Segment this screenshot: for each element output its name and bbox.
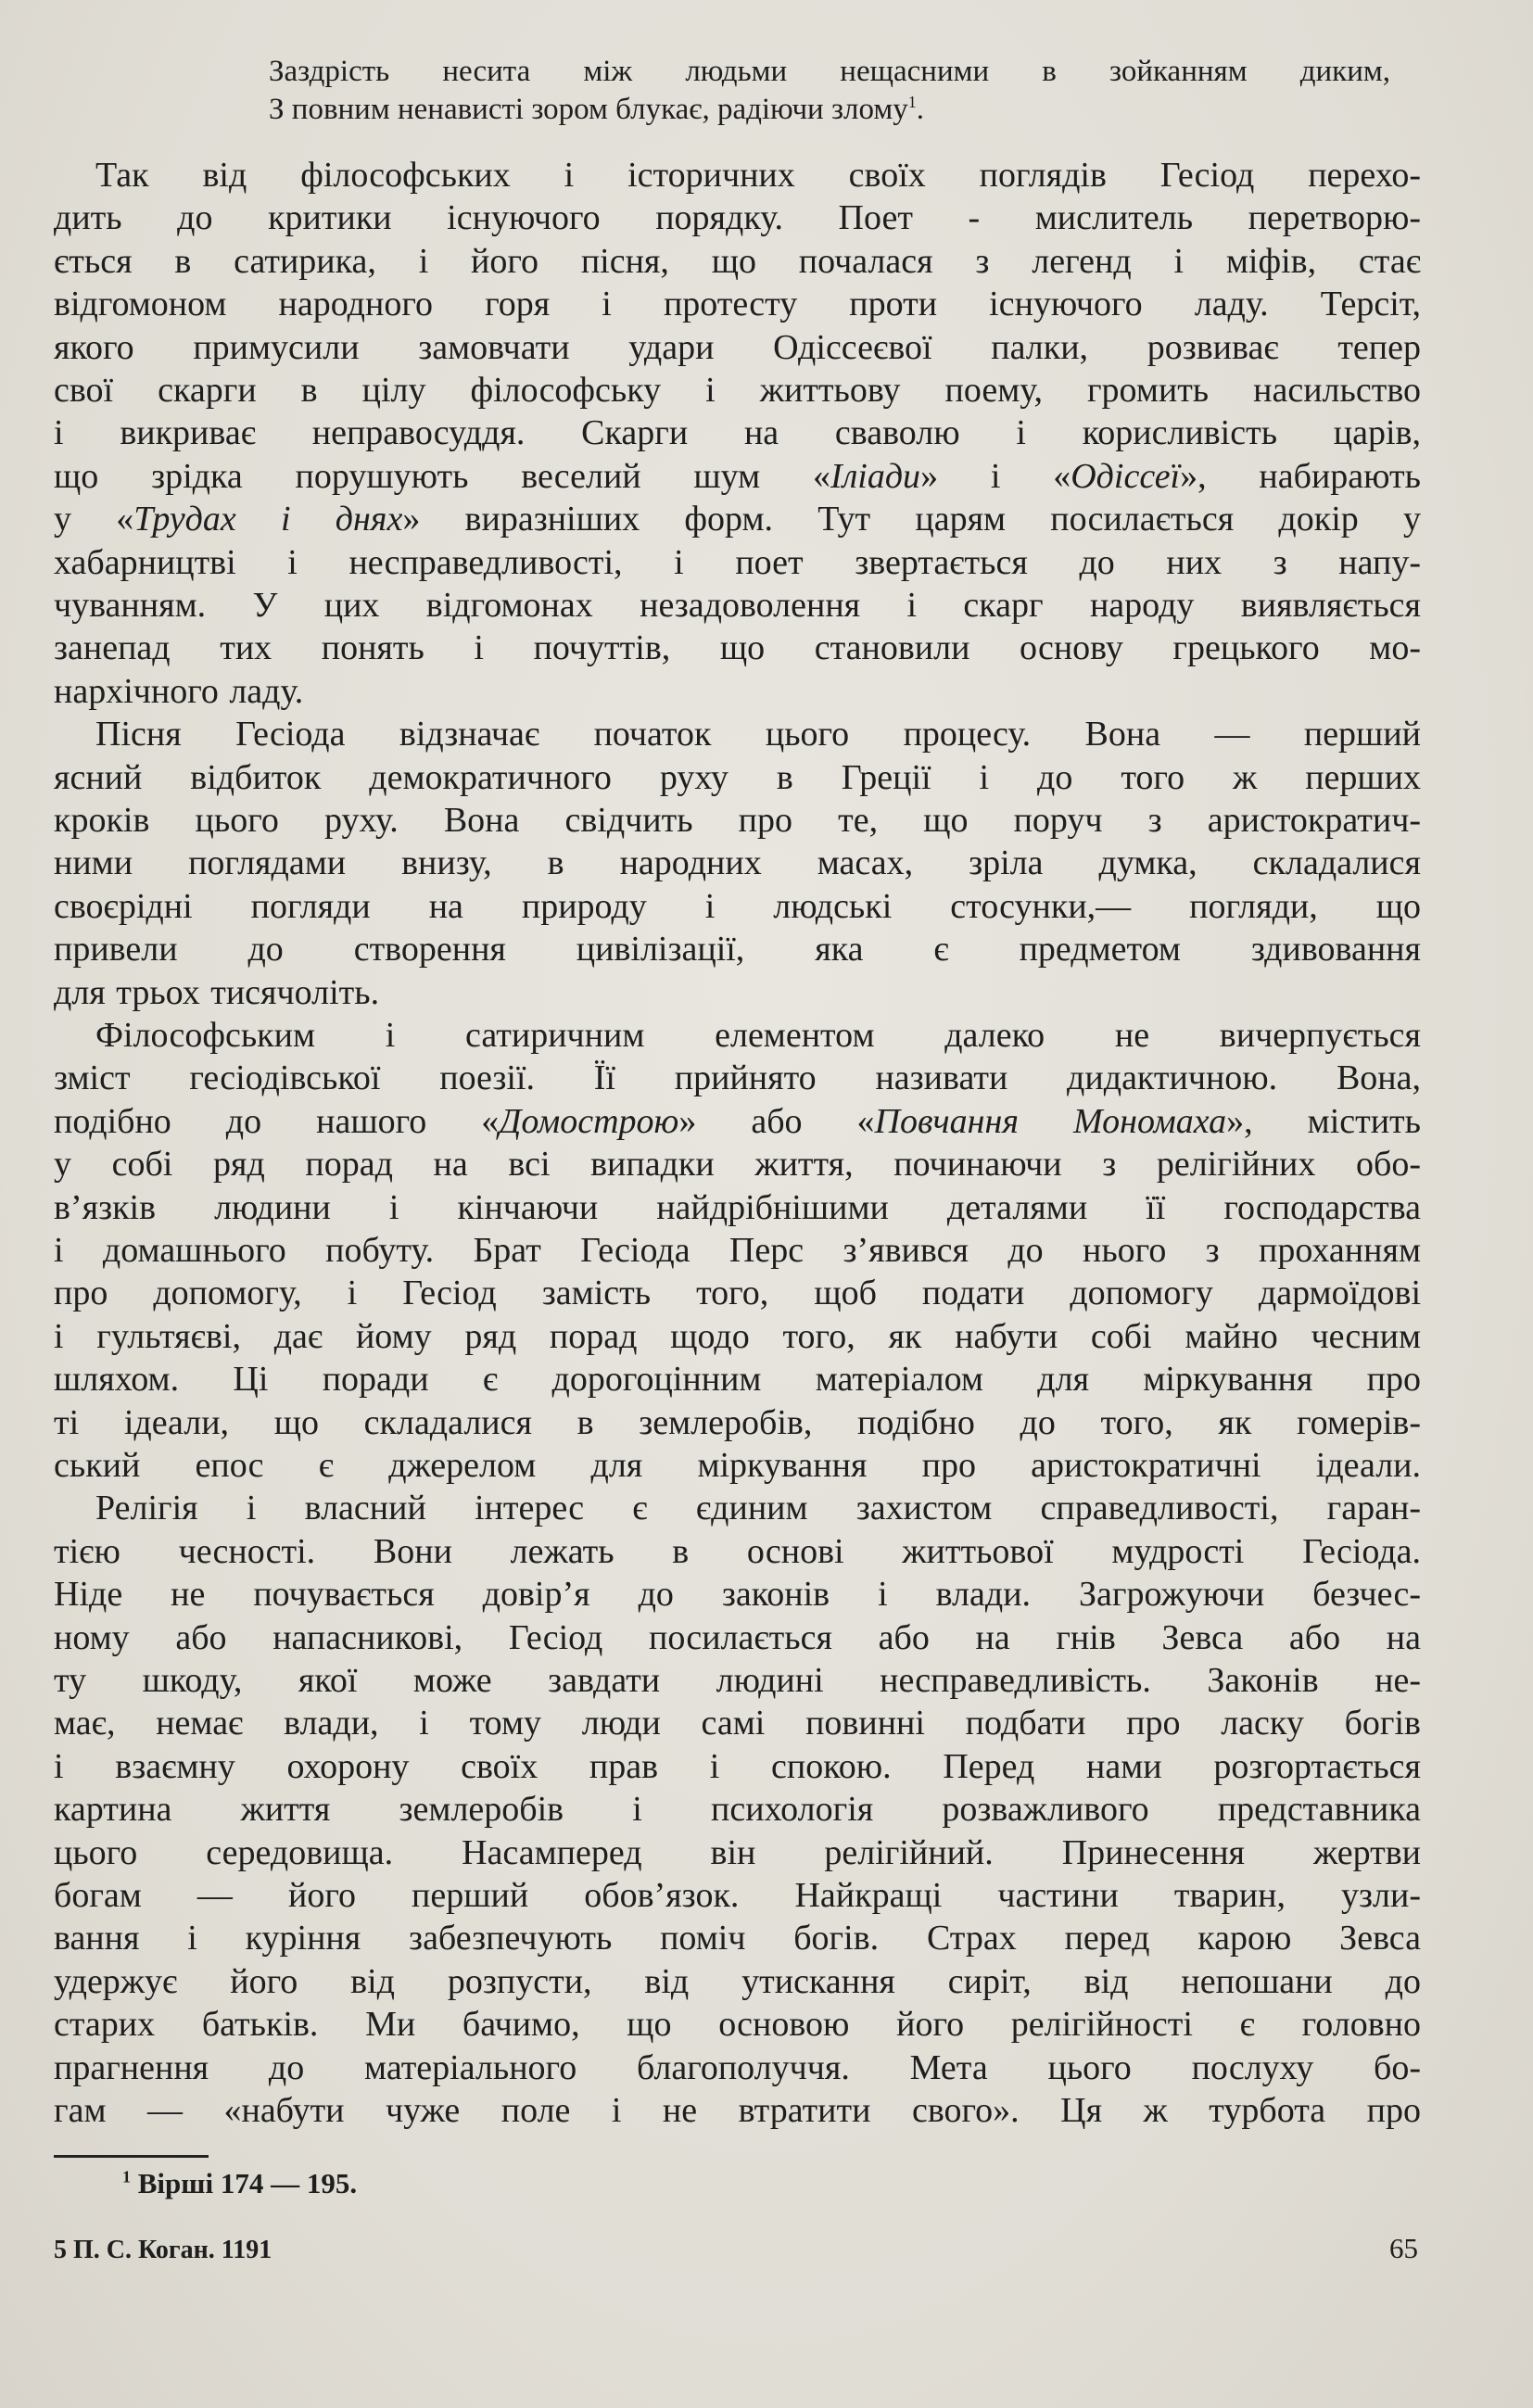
text-line: своєрідні погляди на природу і людські стосунки,— погляди, що [54, 886, 1421, 926]
text-line: у собі ряд порад на всі випадки життя, починаючи з релігійних обо- [54, 1145, 1421, 1185]
text-line: якого примусили замовчати удари Одіссеєвої палки, розвиває тепер [54, 327, 1421, 367]
text-segment: у « [54, 500, 134, 539]
text-line: і взаємну охорону своїх прав і спокою. Перед нами розгортається [54, 1746, 1421, 1786]
text-line: цього середовища. Насамперед він релігійний. Принесення жертви [54, 1832, 1421, 1872]
text-line: чуванням. У цих відгомонах незадоволення і скарг народу виявляється [54, 586, 1421, 625]
footnote-reference: 1 [907, 93, 917, 111]
text-line: гам — «набути чуже поле і не втратити свого». Ця ж турбота про [54, 2091, 1421, 2130]
text-line: Релігія і власний інтерес є єдиним захистом справедливості, гаран- [95, 1489, 1421, 1528]
text-segment: » виразніших форм. Тут царям посилається докір у [402, 500, 1421, 539]
italic-title: Трудах і днях [133, 500, 403, 539]
text-line: привели до створення цивілізації, яка є предметом здивовання [54, 930, 1421, 970]
text-line: старих батьків. Ми бачимо, що основою його релігійності є головно [54, 2005, 1421, 2045]
text-line: зміст гесіодівської поезії. Її прийнято називати дидактичною. Вона, [54, 1058, 1421, 1098]
text-line: в’язків людини і кінчаючи найдрібнішими деталями її господарства [54, 1187, 1421, 1227]
epigraph-period: . [916, 93, 924, 126]
footnote-text: Вірші 174 — 195. [131, 2167, 358, 2199]
text-line: ється в сатирика, і його пісня, що почалася з легенд і міфів, стає [54, 241, 1421, 281]
text-line: ясний відбиток демократичного руху в Греції і до того ж перших [54, 757, 1421, 797]
text-line: Філософським і сатиричним елементом далеко не вичерпується [95, 1016, 1421, 1055]
text-line: картина життя землеробів і психологія розважливого представника [54, 1790, 1421, 1830]
text-line: ному або напасникові, Гесіод посилається або на гнів Зевса або на [54, 1617, 1421, 1657]
italic-title: Іліади [830, 456, 921, 496]
text-line: Пісня Гесіода відзначає початок цього процесу. Вона — перший [95, 715, 1421, 754]
footnote-mark: 1 [122, 2167, 131, 2186]
text-segment: що зрідка порушують веселий шум « [54, 456, 831, 496]
text-segment: подібно до нашого « [54, 1101, 500, 1141]
text-line: має, немає влади, і тому люди самі повинні подбати про ласку богів [54, 1704, 1421, 1743]
text-line: нархічного ладу. [54, 671, 304, 711]
text-line: і гультяєві, дає йому ряд порад щодо того, як набути собі майно чесним [54, 1316, 1421, 1356]
text-line: про допомогу, і Гесіод замість того, щоб подати допомогу дармоїдові [54, 1274, 1421, 1313]
italic-title: Повчання Мономаха [874, 1101, 1227, 1141]
text-line: ту шкоду, якої може завдати людині несправедливість. Законів не- [54, 1661, 1421, 1700]
text-line: Ніде не почувається довір’я до законів і влади. Загрожуючи безчес- [54, 1575, 1421, 1615]
epigraph-line-1: Заздрість несита між людьми нещасними в зойканням диким, [269, 55, 1390, 88]
text-line: Так від філософських і історичних своїх поглядів Гесіод перехо- [95, 156, 1421, 195]
text-segment: », набирають [1180, 456, 1421, 496]
text-line: ський епос є джерелом для міркування про аристократичні ідеали. [54, 1446, 1421, 1485]
text-line [54, 1101, 1421, 1142]
text-line: шляхом. Ці поради є дорогоцінним матеріалом для міркування про [54, 1360, 1421, 1400]
text-line [54, 499, 1421, 539]
text-segment: » і « [920, 456, 1071, 496]
text-segment: » або « [678, 1101, 875, 1141]
text-line: для трьох тисячоліть. [54, 972, 380, 1012]
text-line: відгомоном народного горя і протесту проти існуючого ладу. Терсіт, [54, 285, 1421, 324]
text-line: прагнення до матеріального благополуччя. Мета цього послуху бо- [54, 2047, 1421, 2087]
text-line: тією чесності. Вони лежать в основі життьової мудрості Гесіода. [54, 1531, 1421, 1571]
text-line: богам — його перший обов’язок. Найкращі частини тварин, узли- [54, 1876, 1421, 1915]
italic-title: Домострою [499, 1101, 679, 1141]
text-line: удержує його від розпусти, від утискання сиріт, від непошани до [54, 1961, 1421, 2001]
italic-title: Одіссеї [1071, 456, 1181, 496]
text-line: занепад тих понять і почуттів, що становили основу грецького мо- [54, 628, 1421, 668]
footnote-divider [54, 2155, 209, 2158]
text-line: хабарництві і несправедливості, і поет звертається до них з напу- [54, 542, 1421, 582]
epigraph-line-2-text: З повним ненависті зором блукає, радіючи злому [269, 93, 908, 126]
text-segment: », містить [1226, 1101, 1421, 1141]
footnote [122, 2165, 357, 2202]
text-line: ті ідеали, що складалися в землеробів, подібно до того, як гомерів- [54, 1402, 1421, 1442]
text-line: дить до критики існуючого порядку. Поет - мислитель перетворю- [54, 198, 1421, 238]
printer-signature: 5 П. С. Коган. 1191 [54, 2236, 272, 2264]
epigraph-line-2 [269, 92, 924, 127]
text-line: вання і куріння забезпечують поміч богів. Страх перед карою Зевса [54, 1919, 1421, 1958]
text-line [54, 456, 1421, 497]
text-line: і викриває неправосуддя. Скарги на сваволю і корисливість царів, [54, 413, 1421, 453]
text-line: і домашнього побуту. Брат Гесіода Перс з’явився до нього з проханням [54, 1231, 1421, 1270]
text-line: ними поглядами внизу, в народних масах, зріла думка, складалися [54, 843, 1421, 883]
text-line: свої скарги в цілу філософську і життьову поему, громить насильство [54, 371, 1421, 410]
text-line: кроків цього руху. Вона свідчить про те, що поруч з аристократич- [54, 801, 1421, 840]
page-number: 65 [1389, 2232, 1418, 2264]
